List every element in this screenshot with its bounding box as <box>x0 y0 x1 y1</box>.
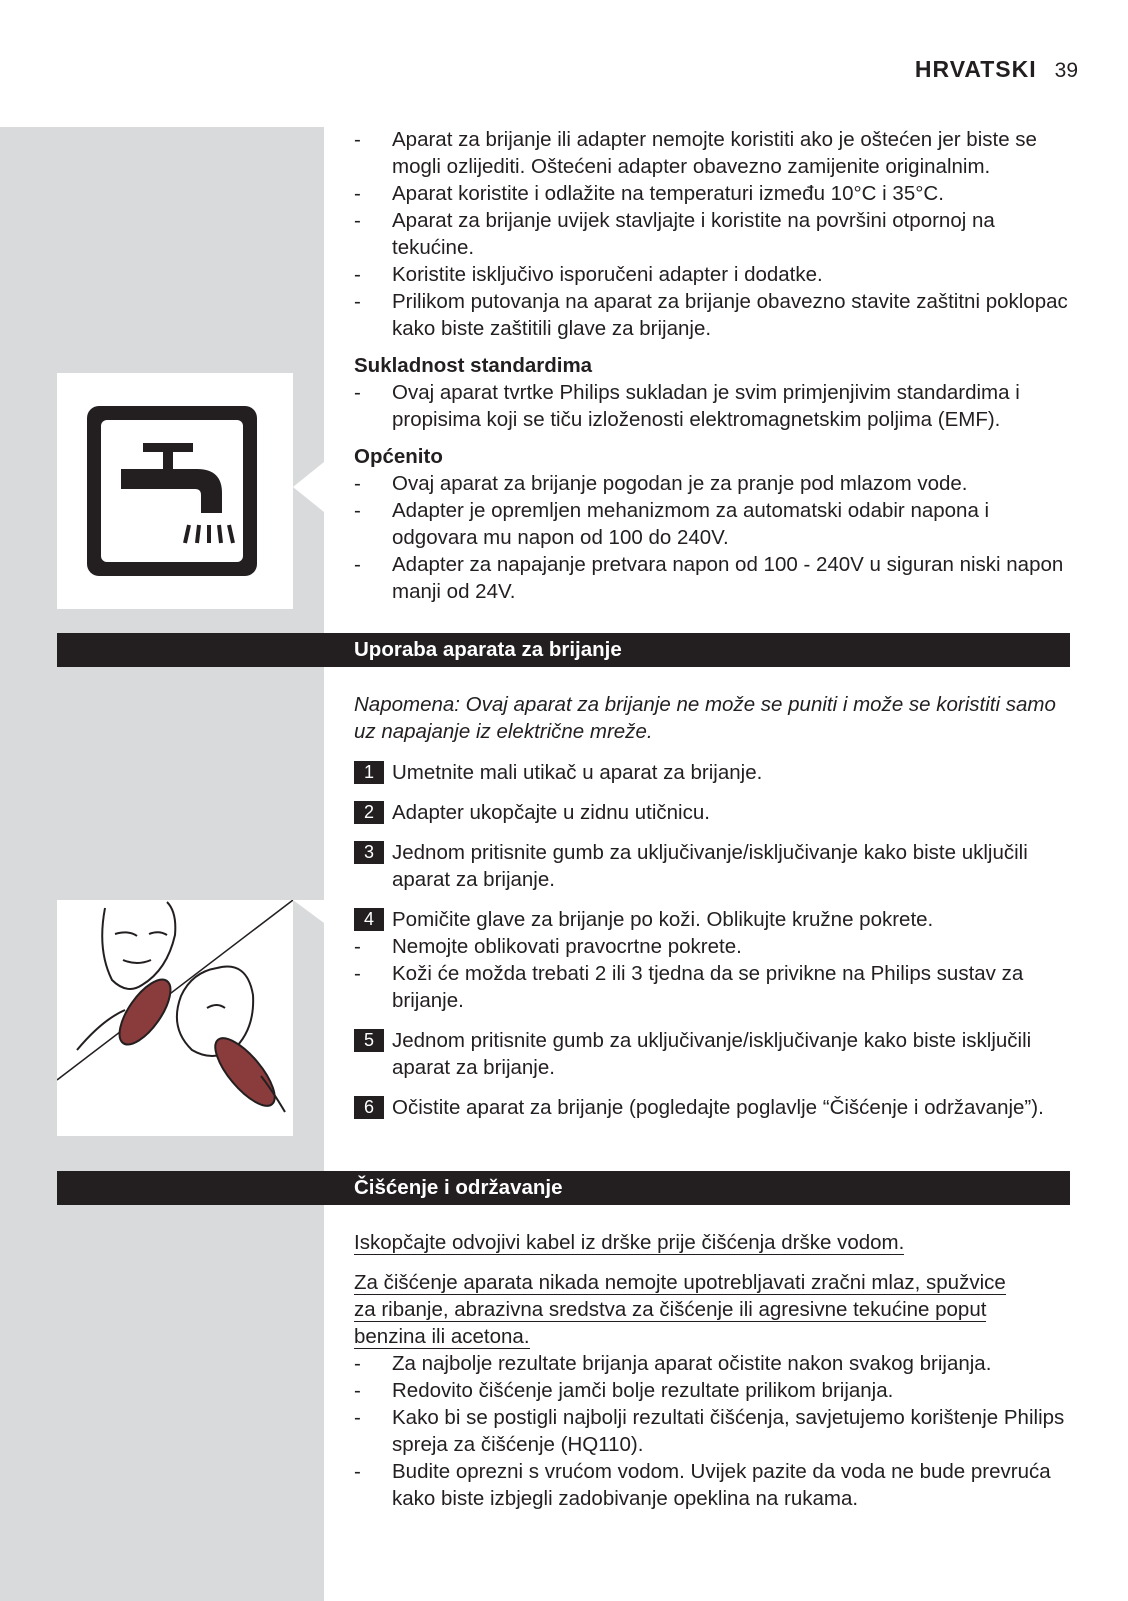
cleaning-warning-line: za ribanje, abrazivna sredstva za čišćenje ili agresivne tekućine poput <box>354 1298 987 1321</box>
step-item: 5 Jednom pritisnite gumb za uključivanje/isključivanje kako biste isključili aparat za brijanje. <box>354 1027 1074 1081</box>
list-item: - Kako bi se postigli najbolji rezultati čišćenja, savjetujemo korištenje Philips spreja za čišćenje (HQ110). <box>354 1406 1065 1456</box>
callout-pointer <box>293 900 324 946</box>
list-item: - Redovito čišćenje jamči bolje rezultate prilikom brijanja. <box>354 1379 894 1402</box>
step-item: 4 Pomičite glave za brijanje po koži. Oblikujte kružne pokrete. <box>354 906 1074 933</box>
usage-section <box>354 691 1074 1121</box>
page-number: 39 <box>1054 59 1078 82</box>
cleaning-warning-line: benzina ili acetona. <box>354 1325 530 1348</box>
list-item: - Adapter za napajanje pretvara napon od 100 - 240V u siguran niski napon manji od 24V. <box>354 553 1064 603</box>
step-item: 2 Adapter ukopčajte u zidnu utičnicu. <box>354 799 1074 826</box>
page-header <box>915 56 1078 88</box>
step-item: 6 Očistite aparat za brijanje (pogledajte poglavlje “Čišćenje i održavanje”). <box>354 1094 1074 1121</box>
list-item: - Budite oprezni s vrućom vodom. Uvijek pazite da voda ne bude prevruća kako biste izbjegli zadobivanje opeklina na rukama. <box>354 1460 1051 1510</box>
list-item: - Za najbolje rezultate brijanja aparat očistite nakon svakog brijanja. <box>354 1352 992 1375</box>
list-item: - Ovaj aparat tvrtke Philips sukladan je svim primjenjivim standardima i propisima koji se tiču izloženosti elektromagnetskim poljima (EMF). <box>354 381 1020 431</box>
section-title-usage: Uporaba aparata za brijanje <box>57 633 1070 667</box>
list-item: - Koristite isključivo isporučeni adapter i dodatke. <box>354 263 823 286</box>
language-label: HRVATSKI <box>914 56 1037 82</box>
safety-section <box>354 126 1074 605</box>
section-title-cleaning: Čišćenje i održavanje <box>57 1171 1070 1205</box>
list-item: - Adapter je opremljen mehanizmom za automatski odabir napona i odgovara mu napon od 100 do 240V. <box>354 499 990 549</box>
shaving-illustration <box>57 900 293 1136</box>
list-item: - Koži će možda trebati 2 ili 3 tjedna da se privikne na Philips sustav za brijanje. <box>354 962 1024 1012</box>
list-item: - Aparat za brijanje ili adapter nemojte koristiti ako je oštećen jer biste se mogli ozlijediti. Oštećeni adapter obavezno zamijenite originalnim. <box>354 128 1037 178</box>
list-item: - Ovaj aparat za brijanje pogodan je za pranje pod mlazom vode. <box>354 472 968 495</box>
cleaning-section <box>354 1229 1074 1512</box>
list-item: - Aparat za brijanje uvijek stavljajte i koristite na površini otpornoj na tekućine. <box>354 209 995 259</box>
general-heading: Općenito <box>354 445 443 468</box>
cleaning-warning-line: Za čišćenje aparata nikada nemojte upotrebljavati zračni mlaz, spužvice <box>354 1271 1006 1294</box>
shaving-figure-icon <box>57 900 293 1136</box>
cleaning-warning: Iskopčajte odvojivi kabel iz drške prije čišćenja drške vodom. <box>354 1231 905 1254</box>
compliance-heading: Sukladnost standardima <box>354 354 593 377</box>
left-margin-panel <box>0 127 324 1601</box>
list-item: - Nemojte oblikovati pravocrtne pokrete. <box>354 935 742 958</box>
list-item: - Prilikom putovanja na aparat za brijanje obavezno stavite zaštitni poklopac kako biste zaštitili glave za brijanje. <box>354 290 1068 340</box>
usage-note: Napomena: Ovaj aparat za brijanje ne može se puniti i može se koristiti samo uz napajanje iz električne mreže. <box>354 693 1056 743</box>
callout-pointer <box>293 462 324 512</box>
step-item: 3 Jednom pritisnite gumb za uključivanje/isključivanje kako biste uključili aparat za brijanje. <box>354 839 1074 893</box>
washable-icon-box <box>57 373 293 609</box>
washable-under-tap-icon <box>57 373 293 609</box>
step-item: 1 Umetnite mali utikač u aparat za brijanje. <box>354 759 1074 786</box>
list-item: - Aparat koristite i odlažite na temperaturi između 10°C i 35°C. <box>354 182 944 205</box>
